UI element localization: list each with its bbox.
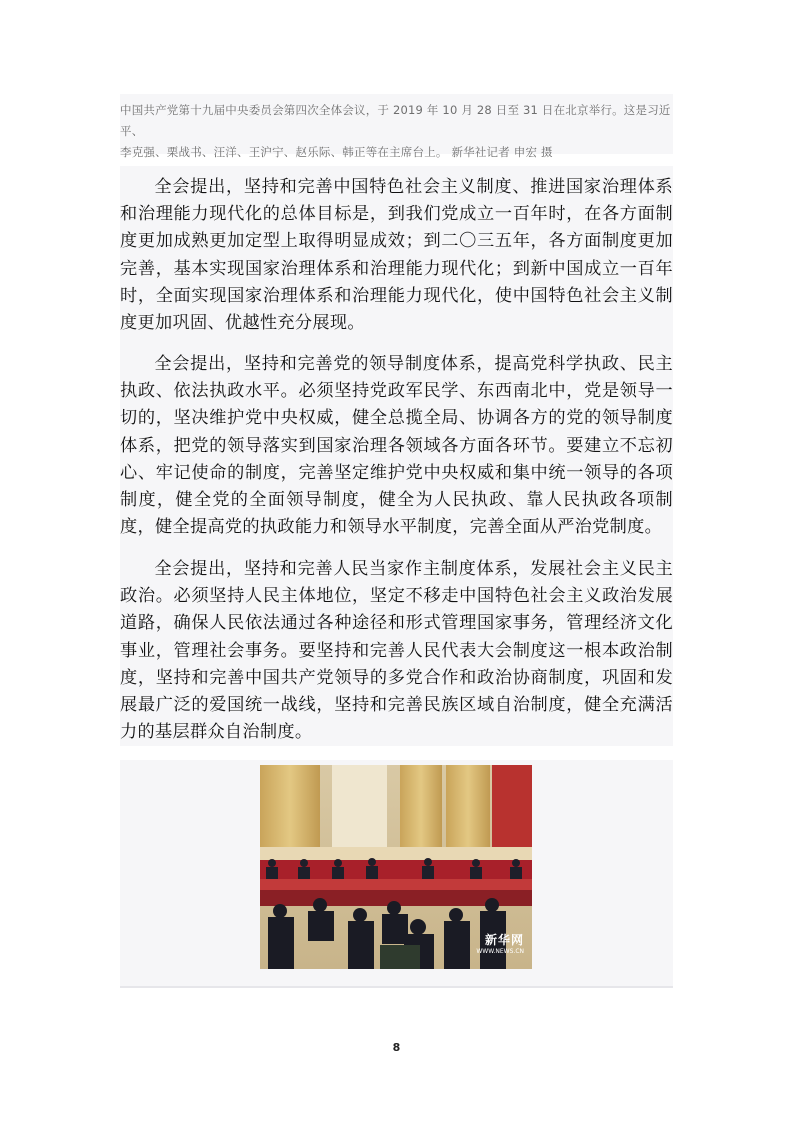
photo-block — [120, 760, 673, 988]
news-watermark — [476, 931, 524, 955]
article-body — [120, 166, 673, 746]
page-number: 8 — [392, 1041, 401, 1054]
watermark-url: WWW.NEWS.CN — [476, 948, 524, 955]
article-paragraph-1: 全会提出，坚持和完善中国特色社会主义制度、推进国家治理体系和治理能力现代化的总体目标是，到我们党成立一百年时，在各方面制度更加成熟更加定型上取得明显成效；到二〇三五年，各方面制度更加完善，基本实现国家治理体系和治理能力现代化；到新中国成立一百年时，全面实现国家治理体系和治理能力现代化，使中国特色社会主义制度更加巩固、优越性充分展现。 — [120, 177, 673, 334]
photo-caption-line-1: 中国共产党第十九届中央委员会第四次全体会议，于 2019 年 10 月 28 日至 31 日在北京举行。这是习近平、 — [120, 103, 671, 138]
photo-caption-block — [120, 94, 673, 159]
article-paragraph-2: 全会提出，坚持和完善党的领导制度体系，提高党科学执政、民主执政、依法执政水平。必须坚持党政军民学、东西南北中，党是领导一切的，坚决维护党中央权威，健全总揽全局、协调各方的党的领导制度体系，把党的领导落实到国家治理各领域各方面各环节。要建立不忘初心、牢记使命的制度，完善坚定维护党中央权威和集中统一领导的各项制度，健全党的全面领导制度，健全为人民执政、靠人民执政各项制度，健全提高党的执政能力和领导水平制度，完善全面从严治党制度。 — [120, 354, 673, 538]
article-paragraph-3: 全会提出，坚持和完善人民当家作主制度体系，发展社会主义民主政治。必须坚持人民主体地位，坚定不移走中国特色社会主义政治发展道路，确保人民依法通过各种途径和形式管理国家事务，管理经济文化事业，管理社会事务。要坚持和完善人民代表大会制度这一根本政治制度，坚持和完善中国共产党领导的多党合作和政治协商制度，巩固和发展最广泛的爱国统一战线，坚持和完善民族区域自治制度，健全充满活力的基层群众自治制度。 — [120, 559, 673, 743]
plenary-session-photo — [260, 765, 532, 969]
watermark-logo-text: 新华网 — [484, 933, 524, 947]
photo-caption-line-2: 李克强、栗战书、汪洋、王沪宁、赵乐际、韩正等在主席台上。 新华社记者 申宏 摄 — [120, 145, 553, 159]
